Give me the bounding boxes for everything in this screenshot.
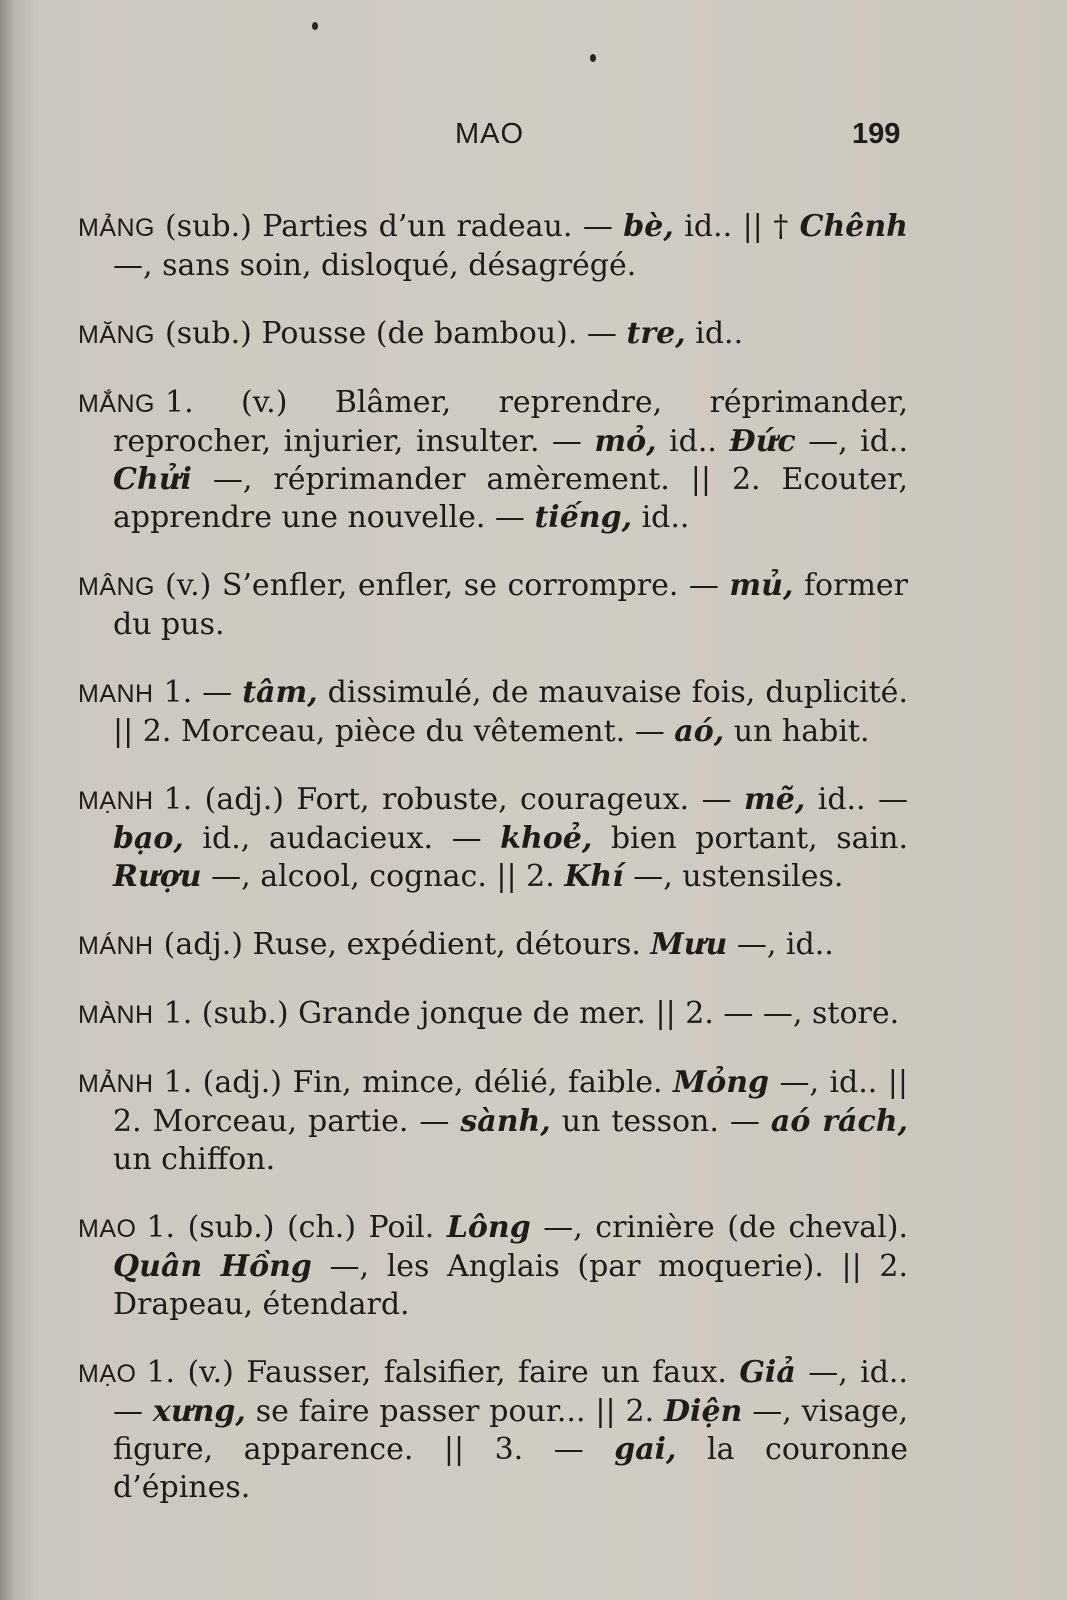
entry-italic-term: Khí [564,859,624,894]
entry-headword: MẢNG [78,214,155,242]
entry-italic-term: aó rách, [770,1104,908,1139]
entry-headword: MẮNG [78,390,155,418]
entry-italic-term: tâm, [242,675,318,710]
entry-italic-term: Diện [664,1394,743,1429]
entry-italic-term: Đức [729,424,796,459]
entry-text: former du pus. [113,568,909,642]
dictionary-entry [78,1209,908,1324]
entry-text: la couronne d’épines. [113,1432,909,1505]
entry-text: 1. (sub.) (ch.) Poil. [146,1210,435,1245]
dictionary-entry [78,995,908,1034]
entry-italic-term: sành, [460,1104,551,1139]
entry-italic-term: mỏ, [594,424,657,459]
entry-headword: MĂNG [78,321,155,349]
entry-italic-term: bè, [623,209,674,244]
entry-text: un tesson. — [561,1104,760,1139]
entry-text: (v.) S’enfler, enfler, se corrompre. — [165,568,719,603]
dictionary-entry [78,926,908,965]
entry-text: —, sans soin, disloqué, désagrégé. [113,248,637,283]
entry-text: 1. (adj.) Fin, mince, délié, faible. [163,1065,663,1100]
entry-text: —, crinière (de cheval). [543,1210,909,1245]
entry-headword: MANH [78,680,154,708]
entry-text: un habit. [733,714,870,749]
dictionary-entry [78,674,908,751]
entry-italic-term: aó, [674,714,725,749]
entry-italic-term: mẽ, [744,782,806,817]
entry-headword: MÀNH [78,1001,154,1029]
entry-text: (adj.) Ruse, expédient, détours. [163,927,641,962]
entry-italic-term: khoẻ, [500,821,593,856]
dictionary-entry [78,315,908,354]
entry-text: —, id.. [736,927,834,962]
entry-text: —, id.. || 2. Morceau, partie. — [113,1065,908,1139]
entry-text: id.. [695,316,744,351]
entry-italic-term: Lông [446,1210,531,1245]
dictionary-entry [78,384,908,537]
entry-headword: MẢNH [78,1070,154,1098]
entry-text: 1. (adj.) Fort, robuste, courageux. — [163,782,732,817]
entry-italic-term: Mưu [650,927,728,962]
dictionary-entry [78,208,908,285]
entry-italic-term: Mỏng [673,1065,770,1100]
dictionary-entry [78,567,908,644]
entry-text: 1. (v.) Blâmer, reprendre, réprimander, reprocher, injurier, insulter. — [113,385,908,459]
entry-text: se faire passer pour... || 2. [255,1394,655,1429]
dictionary-entries [78,178,908,1525]
entry-headword: MAO [78,1215,137,1243]
entry-text: un chiffon. [113,1142,276,1177]
entry-text: (sub.) Pousse (de bambou). — [165,316,617,351]
entry-text: 1. — [163,675,233,710]
entry-italic-term: Quân Hồng [113,1249,312,1284]
page-header [0,112,1067,162]
page-number: 199 [852,118,901,150]
entry-italic-term: gai, [614,1432,677,1467]
entry-italic-term: mủ, [729,568,794,603]
entry-headword: MẠNH [78,787,154,815]
entry-text: —, les Anglais (par moquerie). || 2. Drapeau, étendard. [113,1249,908,1322]
running-head: MAO [455,118,525,150]
entry-text: —, réprimander amèrement. || 2. Ecouter, apprendre une nouvelle. — [113,462,908,535]
entry-italic-term: Chửi [113,462,192,497]
entry-italic-term: tre, [626,316,686,351]
entry-italic-term: tiếng, [534,500,633,535]
entry-text: id.. [669,424,717,459]
entry-italic-term: xưng, [152,1394,246,1429]
entry-headword: MÁNH [78,932,154,960]
entry-italic-term: Rượu [113,859,202,894]
entry-text: —, visage, figure, apparence. || 3. — [113,1394,909,1467]
entry-text: id.. — [817,782,908,817]
entry-italic-term: Giả [739,1355,796,1390]
ink-speck [590,54,596,62]
entry-headword: MẠO [78,1360,137,1388]
entry-text: 1. (sub.) Grande jonque de mer. || 2. — —, store. [163,996,900,1031]
ink-specks [300,20,630,80]
entry-headword: MÂNG [78,573,155,601]
ink-speck [312,22,318,30]
dictionary-entry [78,1354,908,1507]
entry-text: 1. (v.) Fausser, falsifier, faire un faux. [146,1355,727,1390]
dictionary-entry [78,781,908,896]
entry-text: —, id.. [808,424,908,459]
dictionary-entry [78,1064,908,1179]
entry-text: —, alcool, cognac. || 2. [211,859,555,894]
entry-text: id.. [641,500,690,535]
entry-text: (sub.) Parties d’un radeau. — [165,209,613,244]
entry-text: dissimulé, de mauvaise fois, duplicité. || 2. Morceau, pièce du vêtement. — [113,675,908,749]
entry-text: —, id.. — [113,1355,908,1429]
entry-italic-term: Chênh [799,209,908,244]
entry-text: id., audacieux. — [202,821,482,856]
entry-text: —, ustensiles. [633,859,844,894]
entry-italic-term: bạo, [113,821,184,856]
entry-text: bien portant, sain. [610,821,908,856]
entry-text: id.. || † [684,209,790,244]
